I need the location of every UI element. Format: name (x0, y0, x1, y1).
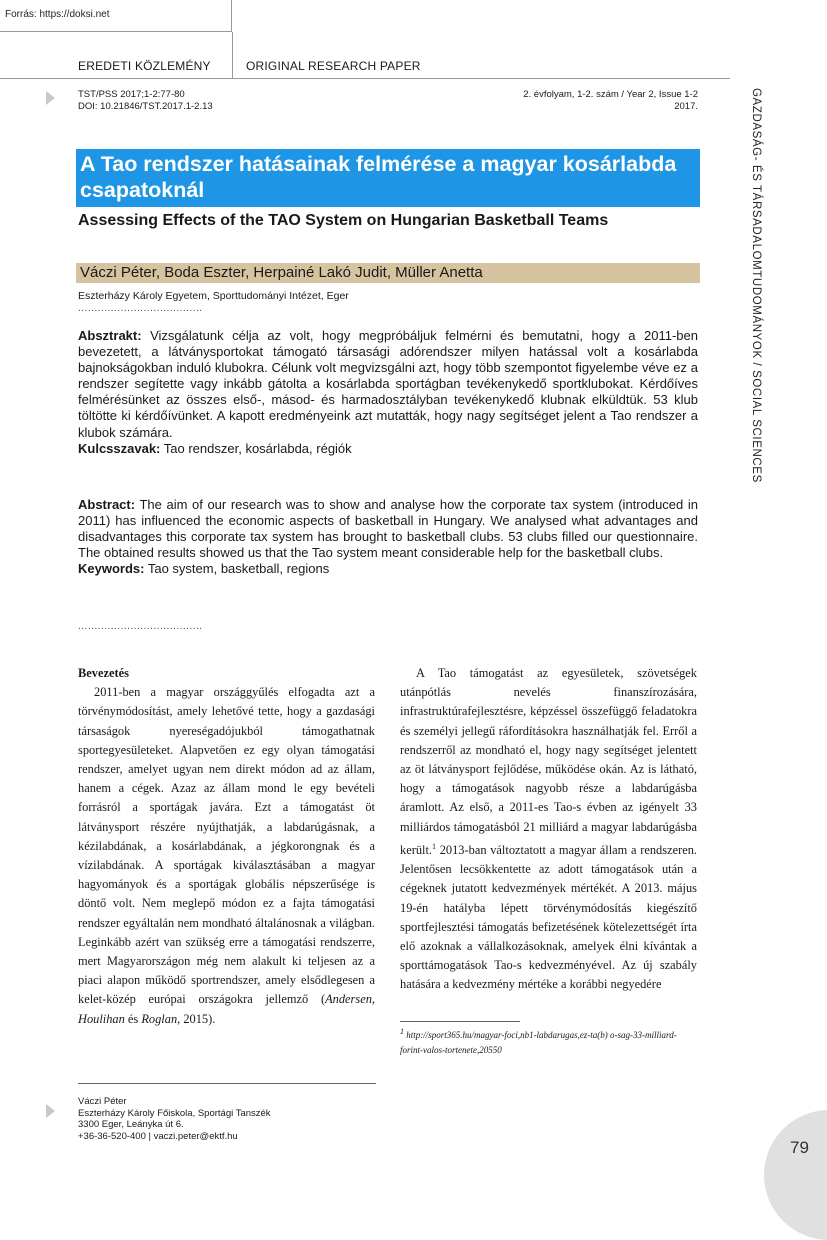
author-list: Váczi Péter, Boda Eszter, Herpainé Lakó Judit, Müller Anetta (76, 263, 700, 283)
issn-line: TST/PSS 2017;1-2:77-80 (78, 89, 185, 100)
article-type-hu: EREDETI KÖZLEMÉNY (78, 59, 211, 73)
keywords-hu-label: Kulcsszavak: (78, 440, 161, 456)
title-hungarian: A Tao rendszer hatásainak felmérése a magyar kosárlabda csapatoknál (76, 149, 700, 207)
source-label: Forrás: https://doksi.net (0, 0, 232, 32)
abstract-en-label: Abstract: (78, 497, 136, 512)
title-english: Assessing Effects of the TAO System on Hungarian Basketball Teams (78, 212, 609, 229)
body-column-left (78, 664, 375, 1029)
abstract-hu-label: Absztrakt: (78, 328, 142, 343)
dotted-separator-2: ...................................... (78, 621, 203, 632)
citation-author-2: Roglan (141, 1011, 178, 1026)
arrow-marker-icon (46, 91, 55, 105)
keywords-hu-text: Tao rendszer, kosárlabda, régiók (163, 440, 352, 456)
contact-institution: Eszterházy Károly Főiskola, Sportági Tanszék (78, 1107, 271, 1119)
header-rule (0, 78, 730, 79)
volume-meta (470, 89, 698, 113)
paragraph (78, 683, 375, 1029)
footnote-rule (400, 1021, 520, 1022)
doi-line[interactable]: DOI: 10.21846/TST.2017.1-2.13 (78, 101, 213, 112)
affiliation: Eszterházy Károly Egyetem, Sporttudományi Intézet, Eger (78, 290, 349, 302)
contact-address: 3300 Eger, Leányka út 6. (78, 1119, 184, 1130)
footnote-ref[interactable]: 1 (432, 841, 436, 851)
contact-name: Váczi Péter (78, 1096, 127, 1107)
body-column-right (400, 664, 697, 995)
footnote (400, 1024, 698, 1058)
section-side-label: GAZDASÁG- ÉS TÁRSADALOMTUDOMÁNYOK / SOCIAL SCIENCES (750, 88, 762, 483)
contact-phone-email[interactable]: +36-36-520-400 | vaczi.peter@ektf.hu (78, 1130, 238, 1142)
footnote-number: 1 (400, 1027, 404, 1036)
year-line: 2017. (674, 101, 698, 112)
volume-line: 2. évfolyam, 1-2. szám / Year 2, Issue 1-2 (523, 89, 698, 100)
paragraph-text-end: 2013-ban változtatott a magyar állam a rendszeren. Jelentősen lecsökkentette az adott támogatások után a cégeknek jutatott kedvezmények mértékét. A 2013. május 19-én hatályba lépett törvénymódosítás kiegészítő sportfejlesztési támogatás befizetésének kötelezettségét írta elő azoknak a vállalkozásoknak, amelyek élni kívántak a sporttámogatások Tao-s kedvezményével. Az új szabály hatására a kedvezmény mértéke a korábbi negyedére (400, 842, 697, 992)
page-number-badge (764, 1110, 827, 1240)
abstract-hungarian (78, 328, 698, 457)
dotted-separator: ...................................... (78, 303, 203, 314)
header-divider (232, 32, 233, 78)
keywords-en-label: Keywords: (78, 561, 145, 577)
paragraph-text-end: , 2015). (177, 1011, 216, 1026)
section-heading: Bevezetés (78, 666, 129, 680)
keywords-en-text: Tao system, basketball, regions (147, 561, 330, 577)
paragraph-text: 2011-ben a magyar országgyűlés elfogadta azt a törvénymódosítást, amely lehetővé tette, hogy a gazdasági társaságok nyereségadójukból támogathatnak sportegyesületeket. Alapvetően ez egy olyan támogatási rendszer, amelyet ugyan nem direkt módon ad az állam, hanem a cégek. Azaz az állam mond le egy bevételi forrásról a sportágak javára. Ezt a támogatást öt látványsport részére nyújthatják, a labdarúgásnak, a kézilabdának, a kosárlabdának, a jégkorongnak és a vízilabdának. A sportágak kiválasztásában a magyar hagyományok és a sportágak globális népszerűsége is döntő volt. Nem meglepő módon ez a fajta támogatási rendszer egyáltalán nem mondható általánosnak a világban. Leginkább azért van szükség erre a támogatási rendszerre, mert Magyarországon még nem alakult ki teljesen az a piaci alapon működő sportrendszer, amely elsődlegesen a kelet-közép európai országokra jellemző ( (78, 685, 375, 1007)
abstract-en-text: The aim of our research was to show and analyse how the corporate tax system (introduced in 2011) has influenced the economic aspects of basketball in Hungary. We analysed what advantages and disadvantages this corporate tax system has brought to basketball clubs. 53 clubs filled our questionnaire. The obtained results showed us that the Tao system meant considerable help for the basketball clubs. (78, 497, 698, 561)
abstract-hu-text: Vizsgálatunk célja az volt, hogy megpróbáljuk felmérni és bemutatni, hogy a 2011-ben bevezetett, a látványsportokat támogató társasági adórendszer milyen hatással volt a kosárlabda bajnokságokban induló klubokra. Célunk volt megvizsgálni azt, hogy több szempontot figyelembe véve ez a rendszer segítette vagy inkább gátolta a kosárlabda sportágban tevékenykedő sportklubokat. Kérdőíves felmérésünket az összes első-, másod- és harmadosztályban tevékenykedő klubnak elküldtük. 53 klub töltötte ki kérdőívünket. A kapott eredményeink azt mutatták, hogy nagy segítséget jelent a Tao rendszer a klubok számára. (78, 328, 698, 440)
paragraph (400, 664, 697, 995)
arrow-marker-icon (46, 1104, 55, 1118)
corresponding-author (78, 1096, 271, 1142)
citation-meta (78, 89, 213, 113)
citation-authors: Andersen, Houlihan (78, 992, 375, 1026)
paragraph-text: A Tao támogatást az egyesületek, szövetségek utánpótlás nevelés finanszírozására, infrastruktúrafejlesztésre, képzéssel összefüggő feladatokra és személyi jellegű ráfordításokra használhatják fel. Erről a rendszerről az mondható el, hogy nagy segítséget jelentett az öt látványsport fejlődése, működése okán. Az is látható, hogy a támogatások nagyobb része a labdarúgásba áramlott. Az első, a 2011-es Tao-s évben az igényelt 33 milliárdos támogatásból 21 milliárd a magyar labdarúgásba került. (400, 666, 697, 857)
abstract-english (78, 497, 698, 577)
page-number: 79 (790, 1138, 809, 1157)
footnote-url[interactable]: http://sport365.hu/magyar-foci,nb1-labdarugas,ez-ta(b) o-sag-33-milliard-forint-valos-tortenete,20550 (400, 1030, 677, 1055)
contact-rule (78, 1083, 376, 1084)
citation-and: és (124, 1011, 142, 1026)
keywords-en (78, 561, 698, 577)
keywords-hu (78, 441, 698, 457)
article-type-en: ORIGINAL RESEARCH PAPER (246, 59, 421, 73)
